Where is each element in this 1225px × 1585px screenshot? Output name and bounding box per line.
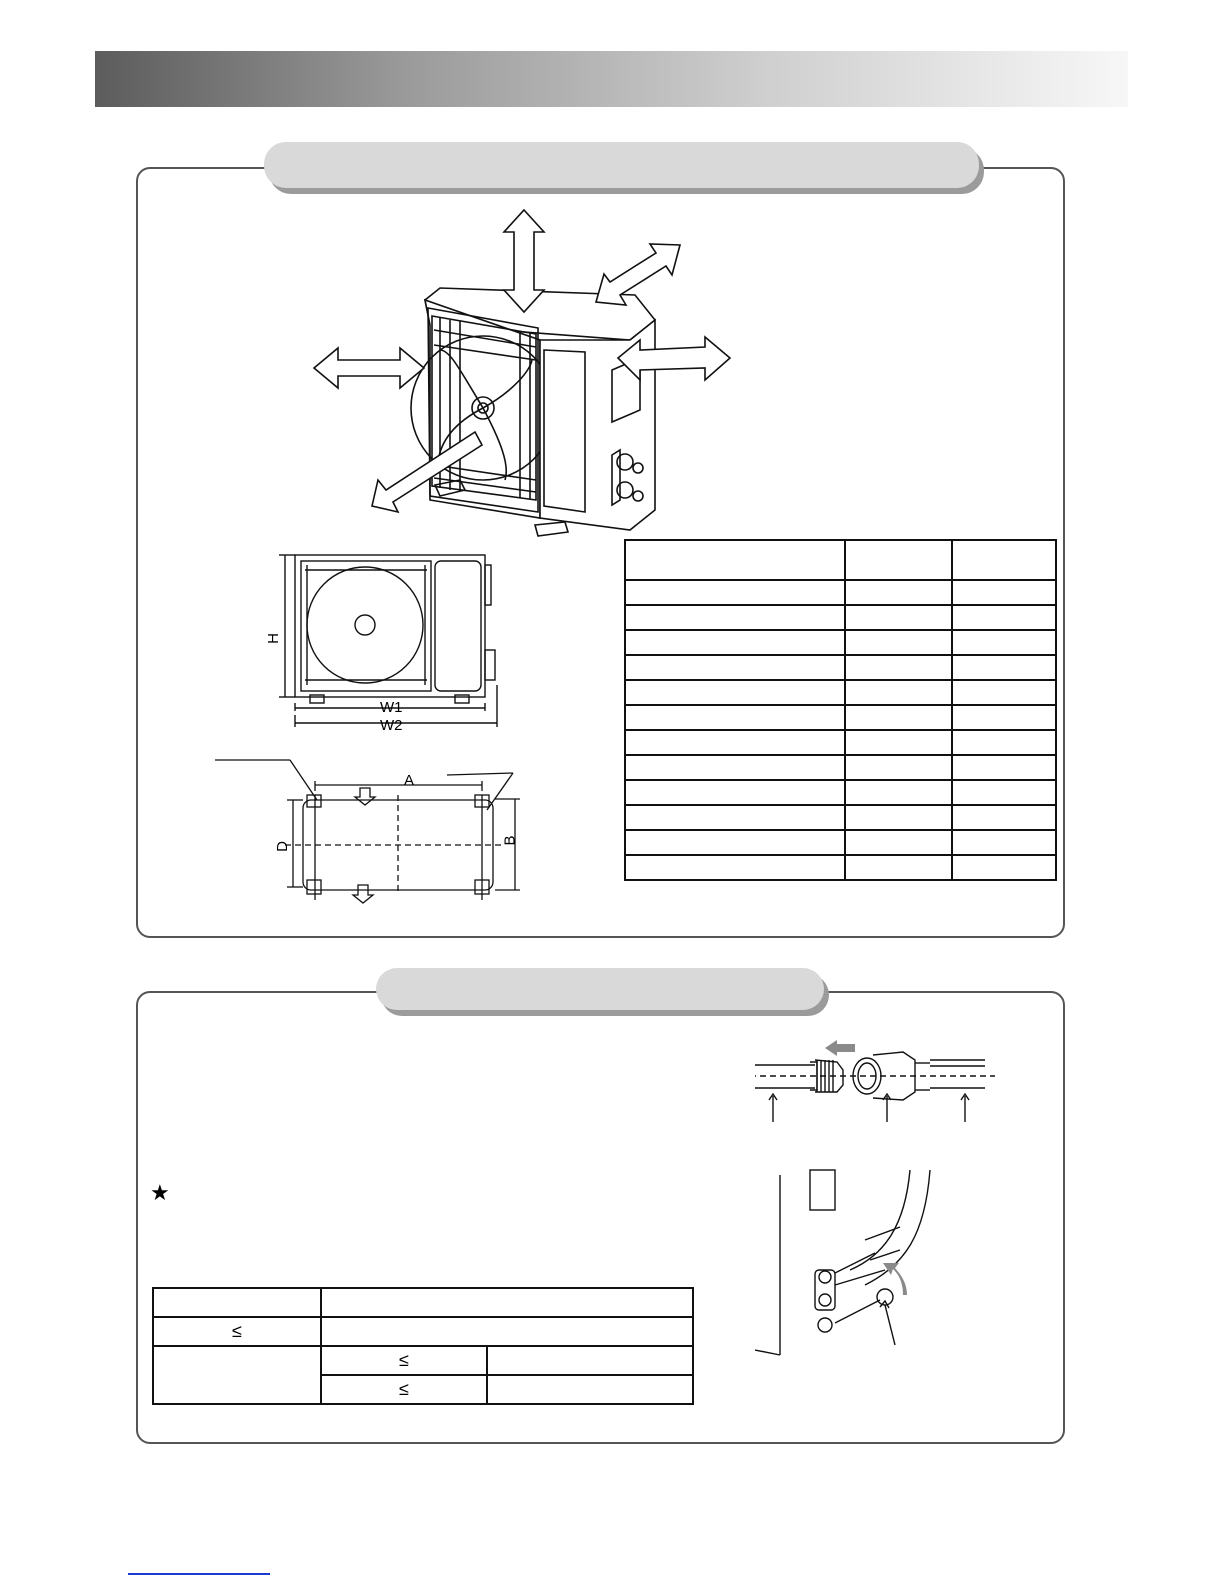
spec-row (625, 680, 1056, 705)
pipe-table-row (153, 1346, 693, 1375)
spec-row (625, 780, 1056, 805)
le-symbol: ≤ (399, 1379, 409, 1399)
spec-row (625, 580, 1056, 605)
spec-row (625, 630, 1056, 655)
b-dimension-label: B (501, 835, 519, 846)
section2-title-pill (376, 968, 824, 1010)
spec-row (625, 730, 1056, 755)
pipe-table-header-row (153, 1288, 693, 1317)
section1-title-pill (264, 142, 979, 188)
header-bar (95, 51, 1128, 107)
spec-row (625, 655, 1056, 680)
le-symbol: ≤ (399, 1350, 409, 1370)
pipe-table-row (153, 1317, 693, 1346)
a-dimension-label: A (404, 772, 415, 789)
star-note-icon: ★ (150, 1180, 170, 1205)
w2-dimension-label: W2 (380, 717, 403, 734)
outdoor-unit-clearance-illustration (300, 200, 760, 545)
spec-row (625, 805, 1056, 830)
spec-row (625, 605, 1056, 630)
spec-row (625, 855, 1056, 880)
specification-table (624, 539, 1057, 881)
service-valve-illustration (755, 1165, 955, 1375)
footer-link[interactable] (128, 1572, 270, 1575)
le-symbol: ≤ (232, 1321, 242, 1341)
d-dimension-label: D (273, 841, 291, 852)
spec-header-row (625, 540, 1056, 580)
flare-nut-connection-illustration (755, 1030, 995, 1130)
h-dimension-label: H (264, 633, 282, 644)
pipe-length-table (152, 1287, 694, 1405)
spec-row (625, 830, 1056, 855)
foot-mount-plan-drawing (215, 755, 530, 905)
spec-row (625, 705, 1056, 730)
w1-dimension-label: W1 (380, 699, 403, 716)
spec-row (625, 755, 1056, 780)
